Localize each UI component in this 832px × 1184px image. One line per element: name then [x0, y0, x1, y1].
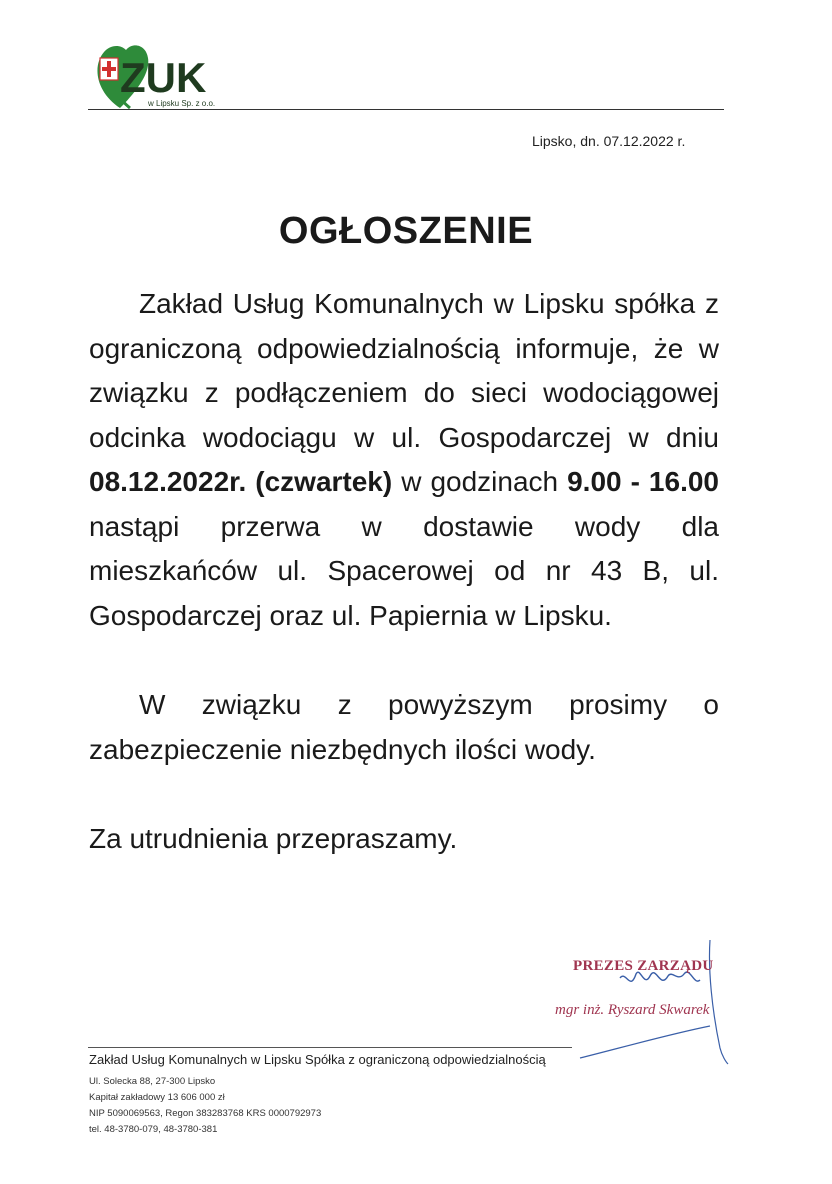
date-line: Lipsko, dn. 07.12.2022 r.	[532, 133, 686, 149]
outage-hours: 9.00 - 16.00	[567, 466, 720, 497]
document-title: OGŁOSZENIE	[278, 210, 534, 252]
footer-ids: NIP 5090069563, Regon 383283768 KRS 0000792973	[89, 1108, 322, 1119]
footer-company: Zakład Usług Komunalnych w Lipsku Spółka z ograniczoną odpowiedzialnością	[89, 1052, 546, 1067]
outage-date: 08.12.2022r. (czwartek)	[89, 466, 393, 497]
stamp-title: PREZES ZARZĄDU	[573, 958, 714, 974]
footer-address: Ul. Solecka 88, 27-300 Lipsko	[89, 1076, 216, 1087]
logo-text: ZUK	[120, 54, 207, 101]
footer-capital: Kapitał zakładowy 13 606 000 zł	[89, 1092, 225, 1103]
logo-subtext: w Lipsku Sp. z o.o.	[148, 99, 216, 108]
paragraph-notice: Zakład Usług Komunalnych w Lipsku spółka z ograniczoną odpowiedzialnością informuje, że w związku z podłączeniem do sieci wodociągowej odcinka wodociągu w ul. Gospodarczej w dniu 08.12.2022r. (czwartek) w godzinach 9.00 - 16.00 nastąpi przerwa w dostawie wody dla mieszkańców ul. Spacerowej od nr 43 B, ul. Gospodarczej oraz ul. Papiernia w Lipsku.	[89, 288, 720, 631]
footer-details	[89, 1074, 321, 1138]
stamp-name: mgr inż. Ryszard Skwarek	[555, 1002, 710, 1018]
footer-divider	[88, 1047, 572, 1048]
zuk-logo	[90, 40, 250, 115]
announcement-body	[89, 282, 719, 862]
paragraph-request: W związku z powyższym prosimy o zabezpieczenie niezbędnych ilości wody.	[89, 689, 719, 765]
footer-phone: tel. 48-3780-079, 48-3780-381	[89, 1124, 218, 1135]
signature	[560, 930, 760, 1070]
header-divider	[88, 109, 724, 110]
paragraph-apology: Za utrudnienia przepraszamy.	[89, 823, 458, 854]
